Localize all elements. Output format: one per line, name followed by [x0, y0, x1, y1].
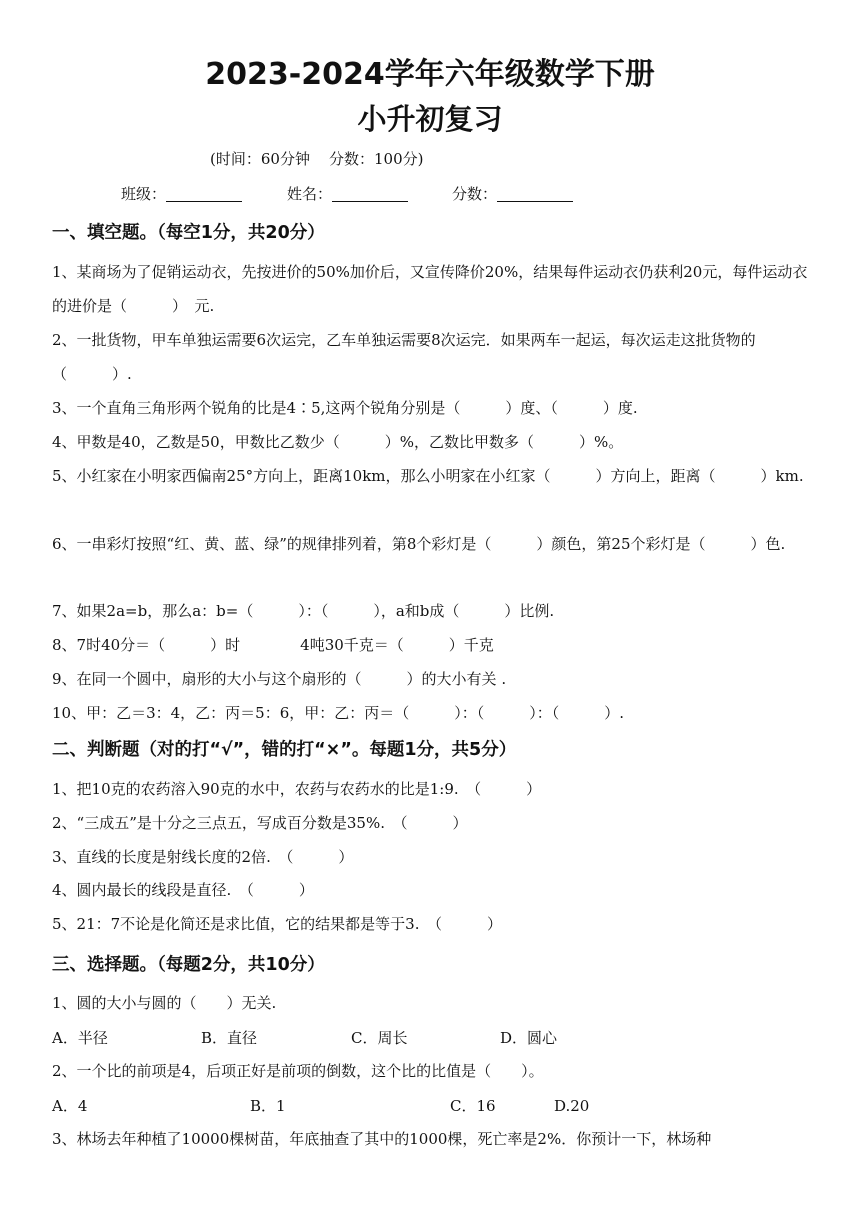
judge-question-5: 5、21：7不论是化简还是求比值，它的结果都是等于3. （ ） [52, 915, 502, 933]
section2-heading: 二、判断题（对的打“√”，错的打“×”。每题1分，共5分） [52, 740, 517, 760]
judge-question-4: 4、圆内最长的线段是直径. （ ） [52, 881, 314, 899]
section1-heading: 一、填空题。（每空1分，共20分） [52, 223, 325, 243]
choice-q2-option-a[interactable]: A．4 [52, 1097, 88, 1115]
choice-question-3: 3、林场去年种植了10000棵树苗，年底抽查了其中的1000棵，死亡率是2%．你预计一下，林场种 [52, 1130, 712, 1148]
exam-subtitle: 小升初复习 [357, 102, 503, 136]
score-blank[interactable] [497, 185, 573, 202]
fill-question-9: 9、在同一个圆中，扇形的大小与这个扇形的（ ）的大小有关 . [52, 670, 507, 688]
fill-question-10: 10、甲：乙＝3：4，乙：丙＝5：6，甲：乙：丙＝（ ）：（ ）：（ ）. [52, 704, 625, 722]
judge-question-2: 2、“三成五”是十分之三点五，写成百分数是35%. （ ） [52, 814, 468, 832]
fill-question-8: 8、7时40分＝（ ）时 4吨30千克＝（ ）千克 [52, 636, 494, 654]
fill-question-1: 1、某商场为了促销运动衣，先按进价的50%加价后，又宣传降价20%，结果每件运动衣仍获利20元，每件运动衣的进价是（ ） 元. [52, 263, 808, 315]
choice-question-1: 1、圆的大小与圆的（ ）无关. [52, 994, 277, 1012]
fill-question-2: 2、一批货物，甲车单独运需要6次运完，乙车单独运需要8次运完．如果两车一起运，每次运走这批货物的（ ）. [52, 331, 756, 383]
name-blank[interactable] [332, 185, 408, 202]
fill-question-6: 6、一串彩灯按照“红、黄、蓝、绿”的规律排列着，第8个彩灯是（ ）颜色，第25个彩灯是（ ）色. [52, 535, 786, 553]
exam-info: (时间：60分钟 分数：100分) [210, 150, 424, 168]
section3-heading: 三、选择题。（每题2分，共10分） [52, 955, 325, 975]
class-field[interactable] [121, 184, 242, 204]
name-field[interactable] [287, 184, 408, 204]
class-label: 班级： [121, 185, 167, 203]
name-label: 姓名： [287, 185, 333, 203]
choice-q1-option-a[interactable]: A．半径 [52, 1029, 108, 1047]
score-field[interactable] [452, 184, 573, 204]
judge-question-3: 3、直线的长度是射线长度的2倍. （ ） [52, 848, 354, 866]
fill-question-7: 7、如果2a=b，那么a：b=（ ）：（ ），a和b成（ ）比例. [52, 602, 555, 620]
choice-q2-option-b[interactable]: B．1 [250, 1097, 286, 1115]
choice-q2-option-d[interactable]: D.20 [554, 1097, 590, 1115]
fill-question-4: 4、甲数是40，乙数是50，甲数比乙数少（ ）%，乙数比甲数多（ ）%。 [52, 433, 624, 451]
choice-q1-option-b[interactable]: B．直径 [201, 1029, 258, 1047]
choice-q1-option-d[interactable]: D．圆心 [500, 1029, 558, 1047]
exam-title: 2023-2024学年六年级数学下册 [205, 57, 655, 92]
choice-q2-option-c[interactable]: C．16 [450, 1097, 496, 1115]
class-blank[interactable] [166, 185, 242, 202]
score-label: 分数： [452, 185, 498, 203]
judge-question-1: 1、把10克的农药溶入90克的水中，农药与农药水的比是1:9. （ ） [52, 780, 542, 798]
choice-question-2: 2、一个比的前项是4，后项正好是前项的倒数，这个比的比值是（ ）。 [52, 1062, 544, 1080]
fill-question-3: 3、一个直角三角形两个锐角的比是4∶5,这两个锐角分别是（ ）度、（ ）度. [52, 399, 638, 417]
choice-q1-option-c[interactable]: C．周长 [351, 1029, 408, 1047]
fill-question-5: 5、小红家在小明家西偏南25°方向上，距离10km，那么小明家在小红家（ ）方向上，距离（ ）km. [52, 467, 804, 485]
